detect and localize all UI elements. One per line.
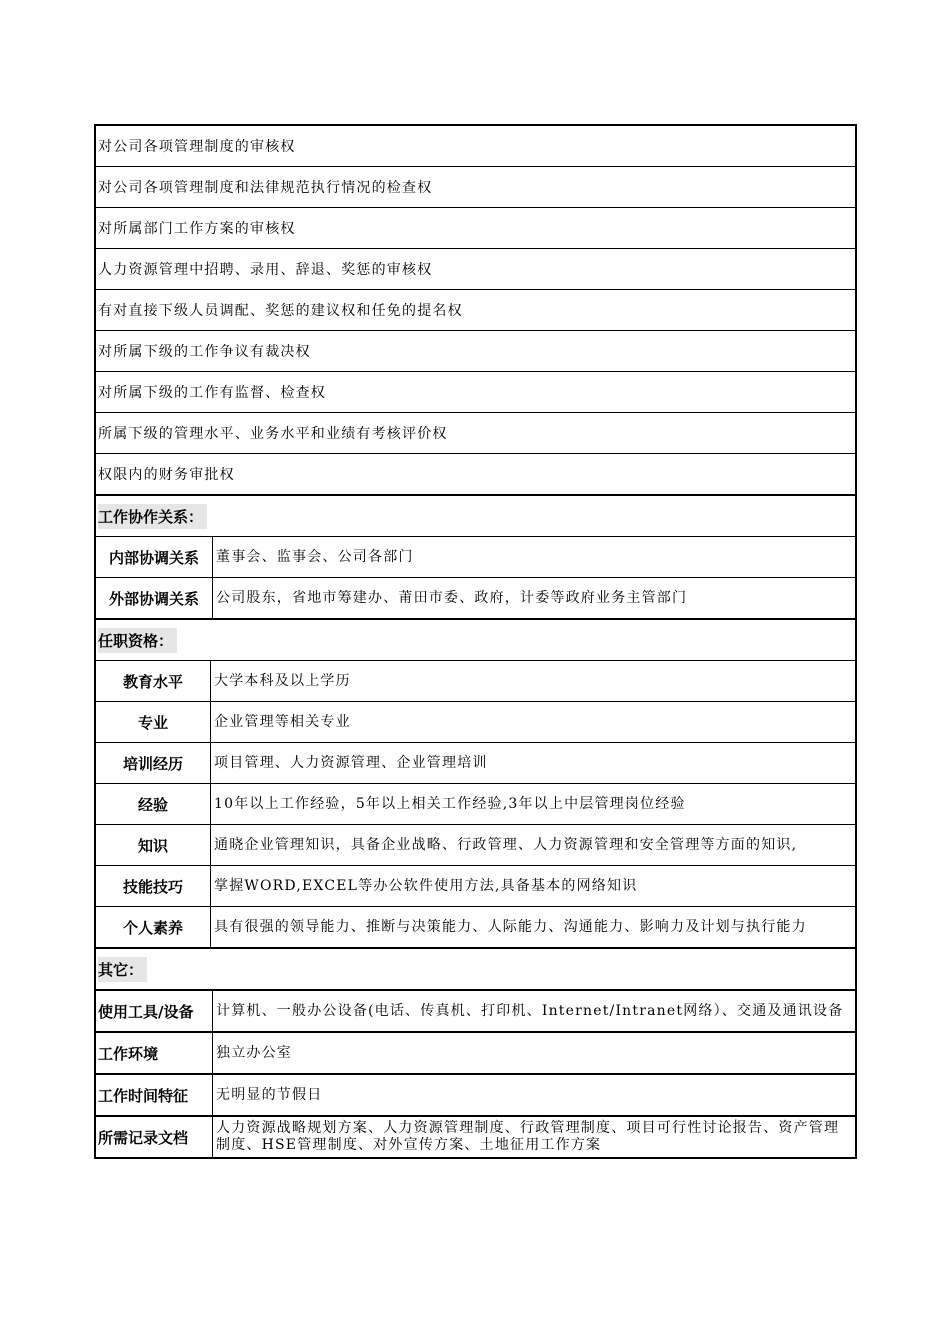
field-label: 经验 [96, 784, 211, 824]
field-value: 通晓企业管理知识，具备企业战略、行政管理、人力资源管理和安全管理等方面的知识, [214, 836, 798, 853]
authority-item: 人力资源管理中招聘、录用、辞退、奖惩的审核权 [98, 262, 433, 278]
field-value: 人力资源战略规划方案、人力资源管理制度、行政管理制度、项目可行性讨论报告、资产管理制度、HSE管理制度、对外宣传方案、土地征用工作方案 [216, 1120, 840, 1153]
authority-row [96, 248, 855, 289]
field-label: 外部协调关系 [96, 578, 213, 618]
field-value: 独立办公室 [216, 1044, 292, 1061]
qualification-row [96, 660, 855, 701]
field-label: 教育水平 [96, 661, 211, 701]
field-label: 内部协调关系 [96, 537, 213, 577]
field-label: 所需记录文档 [96, 1117, 213, 1157]
qualification-row [96, 906, 855, 947]
others-row [96, 1031, 855, 1073]
field-value: 大学本科及以上学历 [214, 672, 351, 689]
field-value: 无明显的节假日 [216, 1086, 323, 1103]
internal-coordination-row [96, 536, 855, 577]
authority-row [96, 371, 855, 412]
others-row [96, 989, 855, 1031]
authority-row [96, 166, 855, 207]
others-row [96, 1115, 855, 1157]
authority-item: 对所属部门工作方案的审核权 [98, 221, 296, 237]
section-header-cooperation [96, 494, 855, 536]
field-value: 公司股东，省地市筹建办、莆田市委、政府，计委等政府业务主管部门 [216, 589, 688, 606]
field-label: 培训经历 [96, 743, 211, 783]
section-header-qualifications [96, 618, 855, 660]
authority-item: 所属下级的管理水平、业务水平和业绩有考核评价权 [98, 426, 448, 442]
authority-row [96, 126, 855, 166]
field-value: 掌握WORD,EXCEL等办公软件使用方法,具备基本的网络知识 [214, 877, 638, 894]
others-row [96, 1073, 855, 1115]
qualification-row [96, 783, 855, 824]
field-label: 工作环境 [96, 1033, 213, 1073]
qualification-row [96, 824, 855, 865]
section-title: 工作协作关系： [98, 504, 207, 529]
qualification-row [96, 701, 855, 742]
authority-row [96, 207, 855, 248]
field-value: 具有很强的领导能力、推断与决策能力、人际能力、沟通能力、影响力及计划与执行能力 [214, 918, 807, 935]
authority-row [96, 330, 855, 371]
qualification-row [96, 865, 855, 906]
field-label: 知识 [96, 825, 211, 865]
authority-item: 有对直接下级人员调配、奖惩的建议权和任免的提名权 [98, 303, 463, 319]
field-label: 技能技巧 [96, 866, 211, 906]
section-header-others [96, 947, 855, 989]
field-value: 计算机、一般办公设备(电话、传真机、打印机、Internet/Intranet网络）、交通及通讯设备 [216, 1002, 844, 1019]
field-value: 项目管理、人力资源管理、企业管理培训 [214, 754, 488, 771]
field-label: 专业 [96, 702, 211, 742]
field-value: 董事会、监事会、公司各部门 [216, 548, 414, 565]
qualification-row [96, 742, 855, 783]
authority-row [96, 289, 855, 330]
field-label: 个人素养 [96, 907, 211, 947]
field-label: 使用工具/设备 [96, 991, 213, 1031]
job-description-table [94, 124, 857, 1159]
external-coordination-row [96, 577, 855, 618]
authority-item: 对所属下级的工作争议有裁决权 [98, 344, 311, 360]
authority-item: 权限内的财务审批权 [98, 467, 235, 483]
field-value: 企业管理等相关专业 [214, 713, 351, 730]
field-label: 工作时间特征 [96, 1075, 213, 1115]
authority-row [96, 453, 855, 494]
field-value: 10年以上工作经验，5年以上相关工作经验,3年以上中层管理岗位经验 [214, 795, 686, 812]
authority-row [96, 412, 855, 453]
section-title: 其它： [98, 957, 147, 982]
section-title: 任职资格： [98, 628, 177, 653]
authority-item: 对公司各项管理制度的审核权 [98, 139, 296, 155]
authority-item: 对所属下级的工作有监督、检查权 [98, 385, 326, 401]
authority-item: 对公司各项管理制度和法律规范执行情况的检查权 [98, 180, 433, 196]
